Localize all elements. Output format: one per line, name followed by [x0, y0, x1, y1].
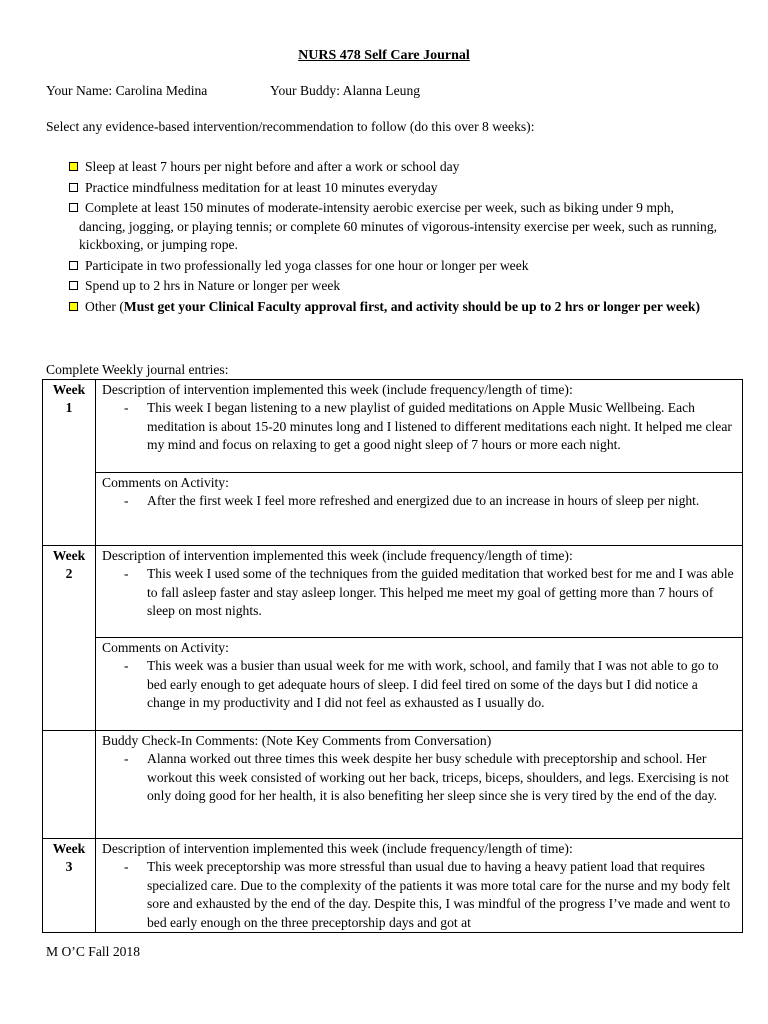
option-label: Participate in two professionally led yoga classes for one hour or longer per week [85, 257, 529, 273]
checkbox-checked-icon[interactable] [69, 302, 78, 311]
option-label [79, 298, 718, 316]
dash-bullet: - [124, 400, 129, 415]
week-3-description: This week preceptorship was more stressful than usual due to having a heavy patient load that requires specialized care. Due to the complexity of the patients it was more total care for the nurse and my body felt sore and exhausted by the end of the day. Despite this, I was mindful of the progress I’ve made and went to bed early enough on the three preceptorship days and got at [147, 859, 731, 930]
table-row [43, 546, 743, 638]
week-label [43, 546, 96, 731]
week-1-comments: After the first week I feel more refreshed and energized due to an increase in hours of sleep per night. [147, 493, 700, 508]
week-2-description: This week I used some of the techniques from the guided meditation that worked best for me and I was able to fall asleep faster and stay asleep longer. This helped me meet my goal of getting more than 7 hours of sleep on most nights. [147, 566, 734, 619]
student-name: Your Name: Carolina Medina [46, 83, 208, 98]
checkbox-icon[interactable] [69, 261, 78, 270]
option-label: Complete at least 150 minutes of moderate-intensity aerobic exercise per week, such as biking under 9 mph, dancing, jogging, or playing tennis; or complete 60 minutes of vigorous-intensity exercise per week, such as running, kickboxing, or jumping rope. [79, 200, 718, 252]
option-other-prefix: Other ( [85, 298, 124, 314]
dash-bullet: - [124, 566, 129, 581]
option-sleep[interactable] [68, 158, 718, 176]
intervention-options [68, 158, 718, 318]
table-row [43, 380, 743, 473]
option-label: Practice mindfulness meditation for at least 10 minutes everyday [85, 179, 438, 195]
description-heading: Description of intervention implemented this week (include frequency/length of time): [102, 841, 573, 856]
week-label-word: Week [52, 548, 86, 563]
comments-heading: Comments on Activity: [102, 475, 229, 490]
week-1-description-cell[interactable] [96, 380, 743, 473]
option-nature[interactable] [68, 277, 718, 295]
list-item [102, 750, 736, 806]
list-item [102, 858, 736, 932]
dash-bullet: - [124, 751, 129, 766]
week-label [43, 839, 96, 933]
option-aerobic-exercise[interactable] [68, 199, 718, 254]
week-label [43, 380, 96, 546]
name-line [46, 82, 421, 100]
table-row [43, 638, 743, 731]
option-other[interactable] [68, 298, 718, 316]
weekly-entries-heading: Complete Weekly journal entries: [46, 362, 229, 377]
option-label: Sleep at least 7 hours per night before and after a work or school day [85, 159, 460, 174]
page-title: NURS 478 Self Care Journal [298, 48, 470, 63]
checkbox-checked-icon[interactable] [69, 162, 78, 171]
journal-table [42, 379, 743, 933]
option-other-note: Must get your Clinical Faculty approval first, and activity should be up to 2 hrs or longer per week) [123, 298, 701, 314]
week-label-number: 1 [65, 399, 73, 415]
week-1-description: This week I began listening to a new playlist of guided meditations on Apple Music Wellbeing. Each meditation is about 15-20 minutes long and I listened to different meditations each night. It helped me clear my mind and focus on relaxing to get a good night sleep of 7 hours or more each night. [147, 400, 732, 453]
week-label-empty [43, 731, 96, 839]
buddy-heading: Buddy Check-In Comments: (Note Key Comments from Conversation) [102, 733, 492, 748]
week-2-comments-cell[interactable] [96, 638, 743, 731]
week-2-description-cell[interactable] [96, 546, 743, 638]
checkbox-icon[interactable] [69, 203, 78, 212]
week-label-word: Week [52, 382, 86, 397]
description-heading: Description of intervention implemented this week (include frequency/length of time): [102, 548, 573, 563]
list-item [102, 492, 736, 511]
checkbox-icon[interactable] [69, 281, 78, 290]
description-heading: Description of intervention implemented this week (include frequency/length of time): [102, 382, 573, 397]
buddy-checkin-cell[interactable] [96, 731, 743, 839]
table-row [43, 839, 743, 933]
page-footer: M O’C Fall 2018 [46, 944, 141, 959]
week-1-comments-cell[interactable] [96, 473, 743, 546]
dash-bullet: - [124, 493, 129, 508]
list-item [102, 565, 736, 621]
week-label-word: Week [52, 841, 86, 856]
option-mindfulness[interactable] [68, 179, 718, 197]
list-item [102, 399, 736, 455]
select-instructions: Select any evidence-based intervention/recommendation to follow (do this over 8 weeks): [46, 119, 535, 134]
option-yoga[interactable] [68, 257, 718, 275]
checkbox-icon[interactable] [69, 183, 78, 192]
table-row [43, 731, 743, 839]
week-label-number: 2 [65, 565, 73, 581]
week-3-description-cell[interactable] [96, 839, 743, 933]
dash-bullet: - [124, 658, 129, 673]
buddy-comments: Alanna worked out three times this week despite her busy schedule with preceptorship and school. Her workout this week consisted of working out her back, triceps, biceps, shoulders, and legs. Exercising is not only doing good for her health, it is also benefiting her sleep since she is very tired by the end of the day. [147, 751, 729, 804]
comments-heading: Comments on Activity: [102, 640, 229, 655]
table-row [43, 473, 743, 546]
list-item [102, 657, 736, 713]
buddy-name: Your Buddy: Alanna Leung [270, 83, 421, 98]
week-label-number: 3 [65, 858, 73, 874]
option-label: Spend up to 2 hrs in Nature or longer per week [85, 278, 341, 294]
dash-bullet: - [124, 859, 129, 874]
week-2-comments: This week was a busier than usual week for me with work, school, and family that I was not able to go to bed early enough to get adequate hours of sleep. I did feel tired on some of the days but I did notice a change in my productivity and I did not feel as exhausted as I usually do. [147, 658, 719, 711]
